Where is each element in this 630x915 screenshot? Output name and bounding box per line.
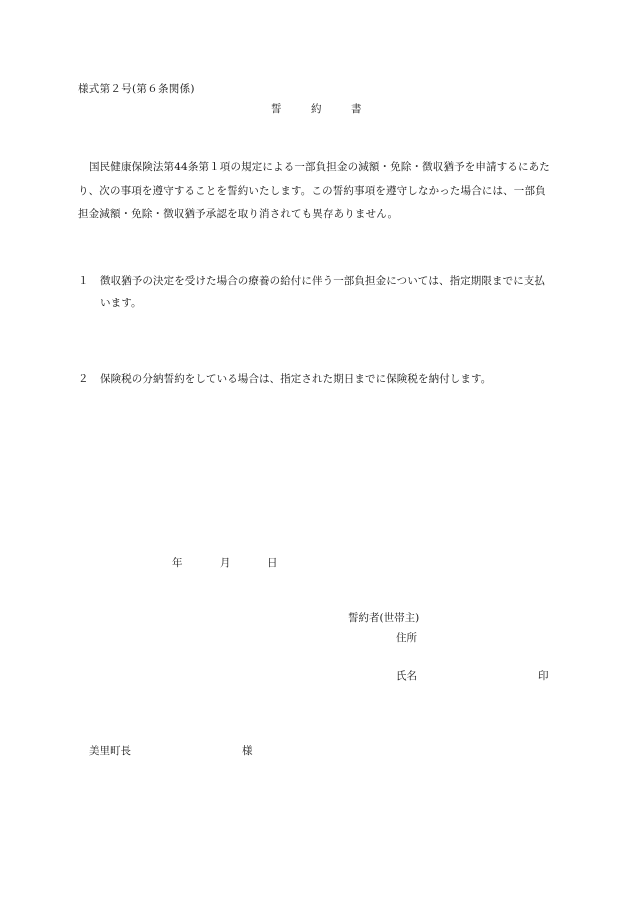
date-year-label: 年 <box>172 557 183 569</box>
address-label: 住所 <box>396 632 417 644</box>
form-number: 様式第２号(第６条関係) <box>78 83 195 95</box>
date-month-label: 月 <box>220 557 231 569</box>
title-char-1: 誓 <box>271 103 282 115</box>
document-title <box>271 104 391 115</box>
title-char-2: 約 <box>311 103 322 115</box>
honorific: 様 <box>242 745 253 757</box>
item-text-1: 徴収猶予の決定を受けた場合の療養の給付に伴う一部負担金については、指定期限までに支払います。 <box>100 275 545 309</box>
date-day-label: 日 <box>267 557 278 569</box>
item-number-1: １ <box>78 275 89 287</box>
addressee: 美里町長 <box>89 745 131 757</box>
pledge-item-1 <box>78 270 553 314</box>
name-label: 氏名 <box>396 670 417 682</box>
item-number-2: ２ <box>78 373 89 385</box>
intro-paragraph: 国民健康保険法第44条第１項の規定による一部負担金の減額・免除・徴収猶予を申請するにあたり、次の事項を遵守することを誓約いたします。この誓約事項を遵守しなかった場合には、一部負担金減額・免除・徴収猶予承認を取り消されても異存ありません。 <box>78 161 550 220</box>
title-char-3: 書 <box>351 103 362 115</box>
pledge-item-2 <box>78 368 553 390</box>
pledger-label: 誓約者(世帯主) <box>348 612 420 624</box>
item-text-2: 保険税の分納誓約をしている場合は、指定された期日までに保険税を納付します。 <box>100 373 492 385</box>
seal-mark: 印 <box>538 670 549 682</box>
